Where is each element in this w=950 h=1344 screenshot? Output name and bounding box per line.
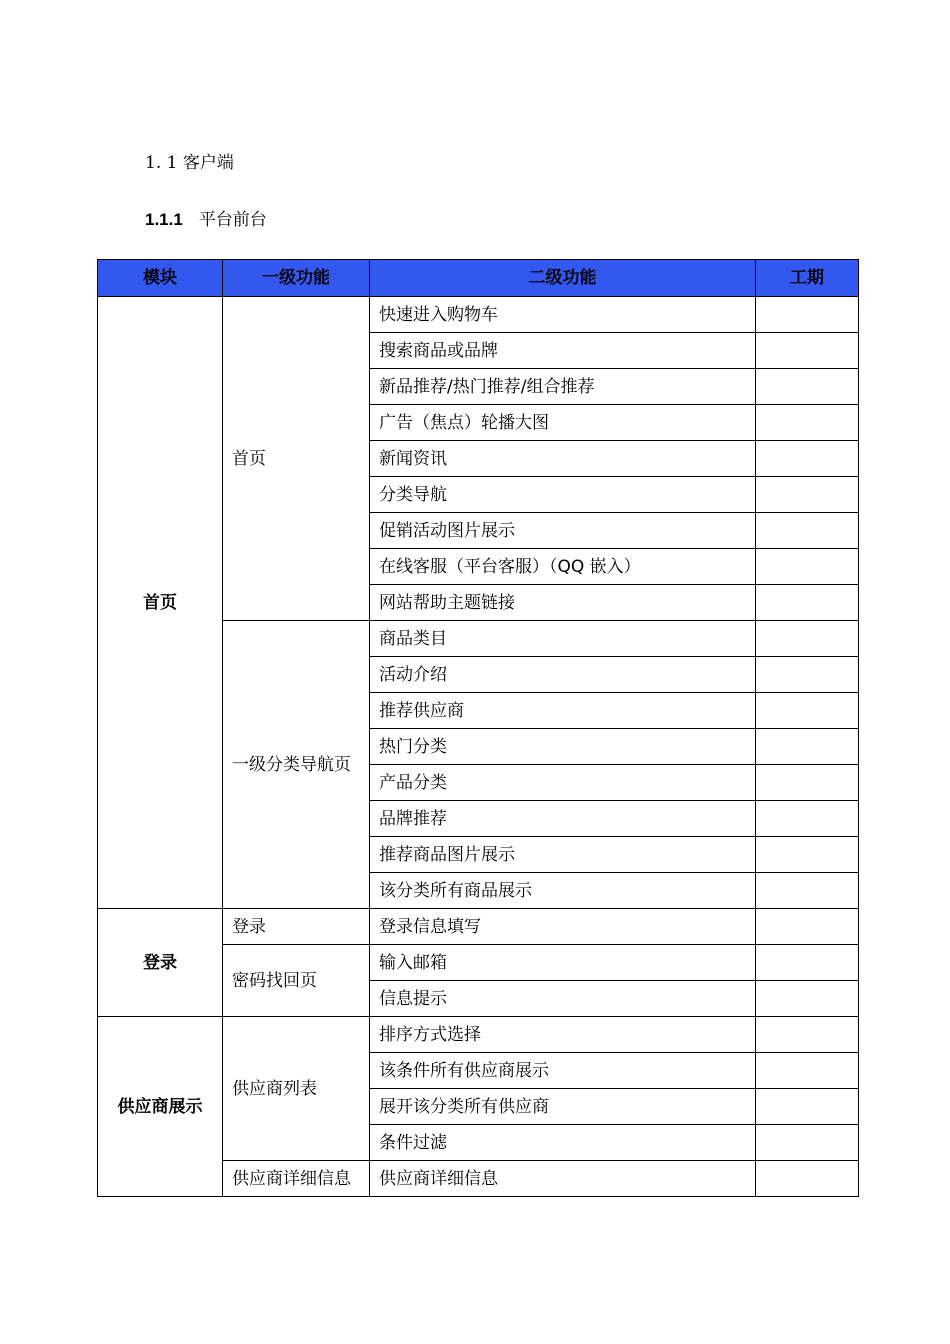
secondary-function-cell: 活动介绍 — [370, 657, 756, 693]
secondary-function-cell: 供应商详细信息 — [370, 1161, 756, 1197]
secondary-function-cell: 商品类目 — [370, 621, 756, 657]
period-cell — [756, 405, 859, 441]
secondary-function-cell: 分类导航 — [370, 477, 756, 513]
period-cell — [756, 873, 859, 909]
subsection-heading — [145, 209, 267, 231]
period-cell — [756, 585, 859, 621]
period-cell — [756, 549, 859, 585]
period-cell — [756, 441, 859, 477]
secondary-function-cell: 搜索商品或品牌 — [370, 333, 756, 369]
secondary-function-cell: 推荐供应商 — [370, 693, 756, 729]
module-cell: 首页 — [98, 297, 223, 909]
period-cell — [756, 1017, 859, 1053]
section-heading: 1. 1 客户端 — [145, 153, 234, 173]
module-cell: 供应商展示 — [98, 1017, 223, 1197]
subsection-number: 1.1.1 — [145, 210, 183, 229]
period-cell — [756, 1161, 859, 1197]
period-cell — [756, 477, 859, 513]
secondary-function-cell: 网站帮助主题链接 — [370, 585, 756, 621]
secondary-function-cell: 快速进入购物车 — [370, 297, 756, 333]
secondary-function-cell: 输入邮箱 — [370, 945, 756, 981]
primary-function-cell: 供应商详细信息 — [223, 1161, 370, 1197]
secondary-function-cell: 促销活动图片展示 — [370, 513, 756, 549]
module-cell: 登录 — [98, 909, 223, 1017]
secondary-function-cell: 该分类所有商品展示 — [370, 873, 756, 909]
secondary-function-cell: 在线客服（平台客服）（QQ 嵌入） — [370, 549, 756, 585]
table-row — [98, 909, 859, 945]
primary-function-cell: 首页 — [223, 297, 370, 621]
header-primary-function: 一级功能 — [223, 260, 370, 297]
secondary-function-cell: 新品推荐/热门推荐/组合推荐 — [370, 369, 756, 405]
secondary-function-cell: 品牌推荐 — [370, 801, 756, 837]
period-cell — [756, 693, 859, 729]
primary-function-cell: 一级分类导航页 — [223, 621, 370, 909]
period-cell — [756, 945, 859, 981]
primary-function-cell: 登录 — [223, 909, 370, 945]
period-cell — [756, 909, 859, 945]
header-module: 模块 — [98, 260, 223, 297]
header-period: 工期 — [756, 260, 859, 297]
table-row — [98, 1017, 859, 1053]
secondary-function-cell: 该条件所有供应商展示 — [370, 1053, 756, 1089]
period-cell — [756, 333, 859, 369]
period-cell — [756, 657, 859, 693]
period-cell — [756, 837, 859, 873]
secondary-function-cell: 广告（焦点）轮播大图 — [370, 405, 756, 441]
primary-function-cell: 密码找回页 — [223, 945, 370, 1017]
period-cell — [756, 1089, 859, 1125]
period-cell — [756, 1125, 859, 1161]
secondary-function-cell: 产品分类 — [370, 765, 756, 801]
subsection-title: 平台前台 — [198, 210, 267, 230]
secondary-function-cell: 条件过滤 — [370, 1125, 756, 1161]
secondary-function-cell: 新闻资讯 — [370, 441, 756, 477]
secondary-function-cell: 登录信息填写 — [370, 909, 756, 945]
period-cell — [756, 765, 859, 801]
secondary-function-cell: 排序方式选择 — [370, 1017, 756, 1053]
header-secondary-function: 二级功能 — [370, 260, 756, 297]
primary-function-cell: 供应商列表 — [223, 1017, 370, 1161]
secondary-function-cell: 展开该分类所有供应商 — [370, 1089, 756, 1125]
period-cell — [756, 621, 859, 657]
period-cell — [756, 513, 859, 549]
secondary-function-cell: 推荐商品图片展示 — [370, 837, 756, 873]
table-row — [98, 297, 859, 333]
table-header-row — [98, 260, 859, 297]
secondary-function-cell: 热门分类 — [370, 729, 756, 765]
period-cell — [756, 729, 859, 765]
secondary-function-cell: 信息提示 — [370, 981, 756, 1017]
period-cell — [756, 801, 859, 837]
period-cell — [756, 1053, 859, 1089]
period-cell — [756, 981, 859, 1017]
period-cell — [756, 297, 859, 333]
function-table — [97, 259, 859, 1197]
period-cell — [756, 369, 859, 405]
